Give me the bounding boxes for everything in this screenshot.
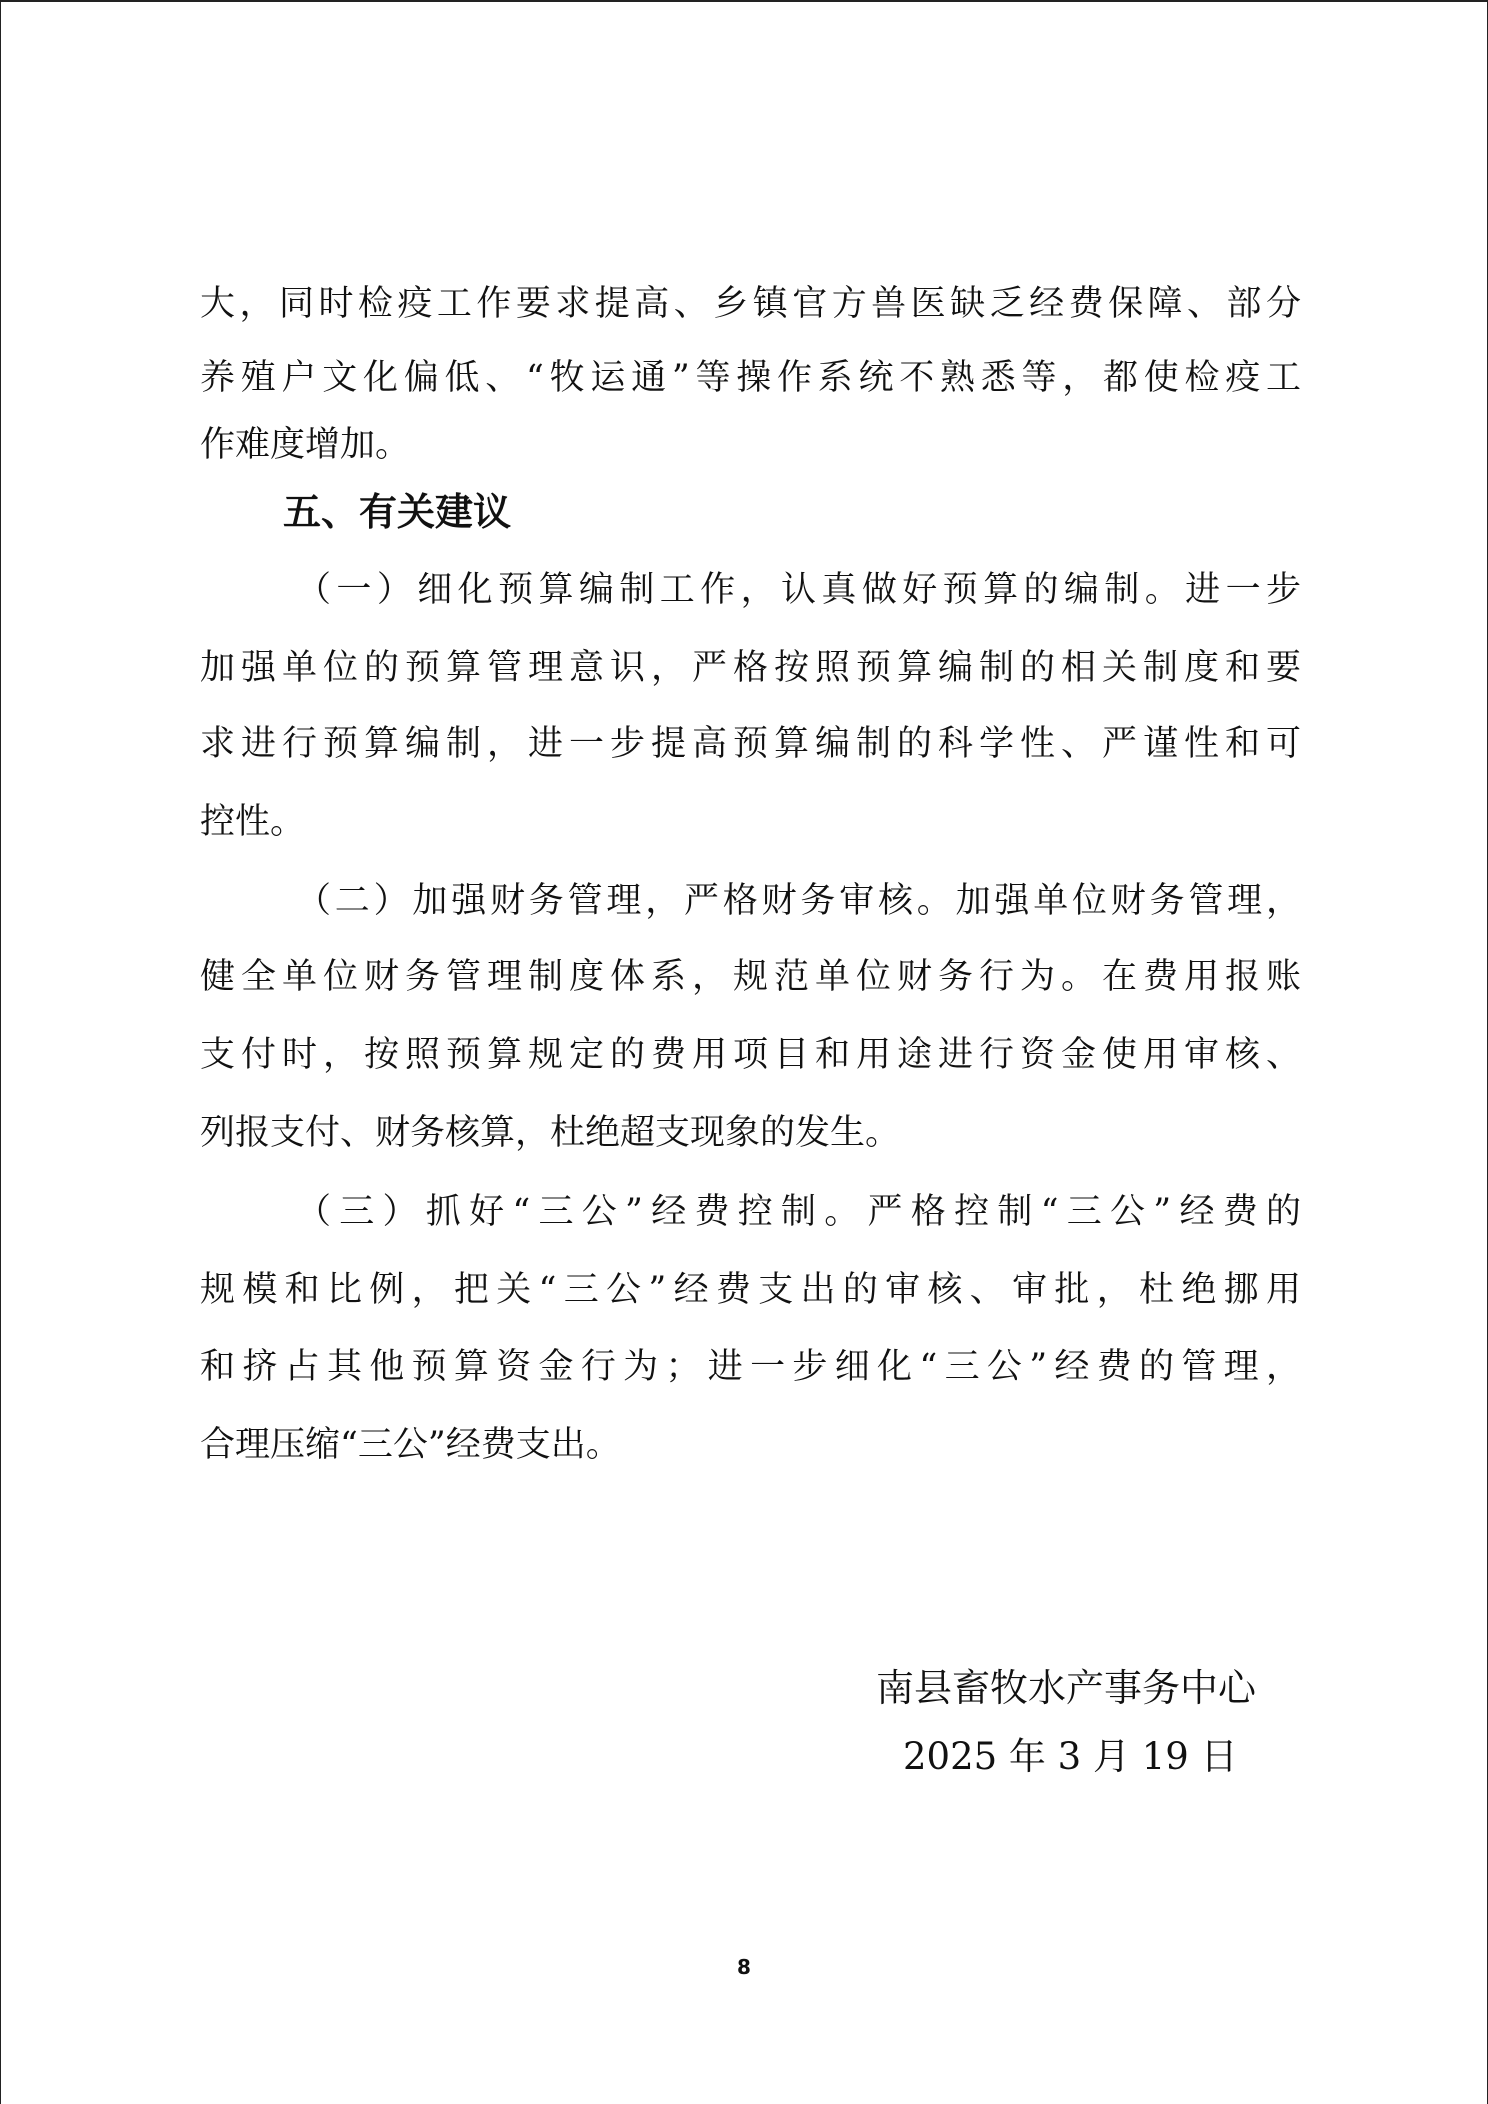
signature-organization: 南县畜牧水产事务中心 — [876, 1666, 1257, 1710]
paragraph-line: 加强单位的预算管理意识，严格按照预算编制的相关制度和要 — [200, 648, 1301, 688]
paragraph-line: 控性。 — [200, 802, 306, 842]
paragraph-line: 支付时，按照预算规定的费用项目和用途进行资金使用审核、 — [200, 1035, 1301, 1075]
paragraph-line: （一）细化预算编制工作，认真做好预算的编制。进一步 — [296, 570, 1301, 610]
paragraph-line: 大，同时检疫工作要求提高、乡镇官方兽医缺乏经费保障、部分 — [200, 284, 1301, 324]
paragraph-line: （二）加强财务管理，严格财务审核。加强单位财务管理， — [296, 881, 1301, 921]
signature-date: 2025 年 3 月 19 日 — [903, 1735, 1238, 1778]
paragraph-line: 规模和比例，把关“三公”经费支出的审核、审批，杜绝挪用 — [200, 1270, 1301, 1310]
page-number: 8 — [737, 1955, 751, 1979]
paragraph-line: 求进行预算编制，进一步提高预算编制的科学性、严谨性和可 — [200, 724, 1301, 764]
paragraph-line: （三）抓好“三公”经费控制。严格控制“三公”经费的 — [296, 1192, 1301, 1232]
section-heading: 五、有关建议 — [283, 490, 512, 534]
paragraph-line: 健全单位财务管理制度体系，规范单位财务行为。在费用报账 — [200, 957, 1301, 997]
paragraph-line: 列报支付、财务核算，杜绝超支现象的发生。 — [200, 1113, 901, 1153]
paragraph-line: 作难度增加。 — [200, 425, 411, 465]
paragraph-line: 合理压缩“三公”经费支出。 — [200, 1425, 621, 1465]
paragraph-line: 和挤占其他预算资金行为；进一步细化“三公”经费的管理， — [200, 1347, 1301, 1387]
paragraph-line: 养殖户文化偏低、“牧运通”等操作系统不熟悉等，都使检疫工 — [200, 358, 1301, 398]
